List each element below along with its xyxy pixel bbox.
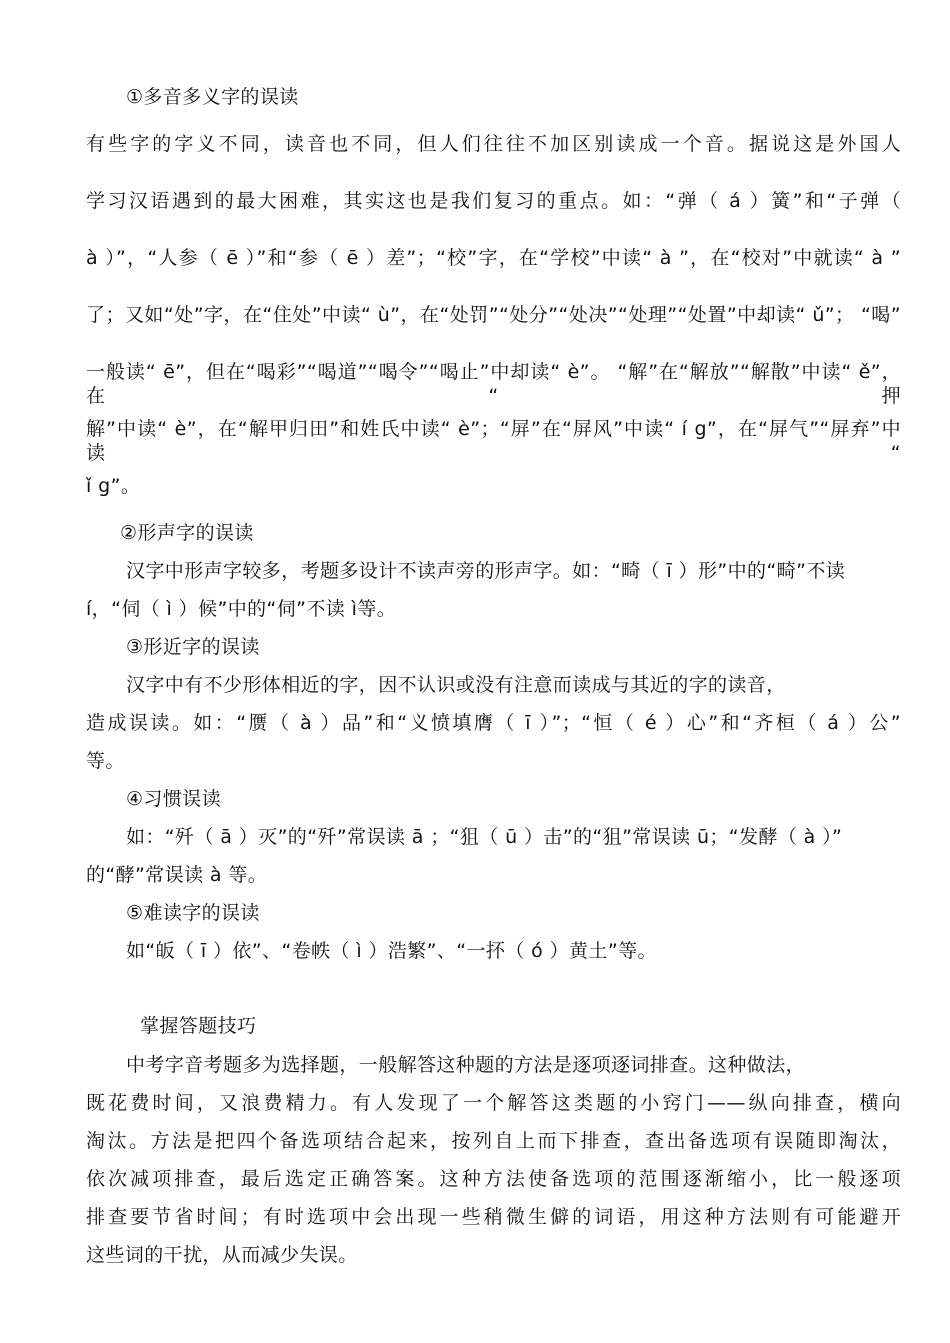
- paragraph-line: 一般读“ ē”，但在“喝彩”“喝道”“喝令”“喝止”中却读“ è”。 “解”在“解放”“解散”中读“ ě”，在“押: [86, 361, 901, 407]
- section-heading-polyphonic: ①多音多义字的误读: [126, 86, 299, 108]
- section-heading-similar-shape: ③形近字的误读: [126, 636, 260, 658]
- paragraph-line: ǐ g”。: [86, 475, 141, 497]
- paragraph-line: 汉字中形声字较多，考题多设计不读声旁的形声字。如：“畸（ ī ）形”中的“畸”不读: [126, 560, 846, 582]
- paragraph-line: í，“伺（ ì ）候”中的“伺”不读 ì等。: [86, 598, 397, 620]
- paragraph-line: 有些字的字义不同，读音也不同，但人们往往不加区别读成一个音。据说这是外国人: [86, 133, 901, 155]
- paragraph-line: 学习汉语遇到的最大困难，其实这也是我们复习的重点。如：“弹（ á ）簧”和“子弹（: [86, 190, 901, 212]
- paragraph-line: 如：“歼（ ā ）灭”的“歼”常误读 ā ；“狙（ ū ）击”的“狙”常误读 ū；“发酵（ à ）”: [126, 826, 843, 848]
- section-heading-difficult: ⑤难读字的误读: [126, 902, 260, 924]
- paragraph-line: 解”中读“ è”，在“解甲归田”和姓氏中读“ è”；“屏”在“屏风”中读“ í g”，在“屏气”“屏弃”中读“: [86, 418, 901, 464]
- paragraph-line: 等。: [86, 750, 125, 772]
- paragraph-line: 的“酵”常误读 à 等。: [86, 864, 268, 886]
- paragraph-line: 中考字音考题多为选择题，一般解答这种题的方法是逐项逐词排查。这种做法，: [126, 1054, 806, 1076]
- paragraph-line: 如“皈（ ī ）依”、“卷帙（ ì ）浩繁”、“一抔（ ó ）黄土”等。: [126, 940, 657, 962]
- section-heading-habitual: ④习惯误读: [126, 788, 222, 810]
- paragraph-line: 既花费时间，又浪费精力。有人发现了一个解答这类题的小窍门——纵向排查，横向: [86, 1092, 901, 1114]
- paragraph-line: 这些词的干扰，从而减少失误。: [86, 1244, 358, 1266]
- paragraph-line: 汉字中有不少形体相近的字，因不认识或没有注意而读成与其近的字的读音，: [126, 674, 786, 696]
- paragraph-line: 造成误读。如：“赝（ à ）品”和“义愤填膺（ ī ）”；“恒（ é ）心”和“齐桓（ á ）公”: [86, 712, 901, 734]
- paragraph-line: 了；又如“处”字，在“住处”中读“ ù”，在“处罚”“处分”“处决”“处理”“处置”中却读“ ǔ”； “喝”: [86, 304, 901, 326]
- section-heading-phono-semantic: ②形声字的误读: [120, 522, 254, 544]
- paragraph-line: à ）”，“人参（ ē ）”和“参（ ē ）差”；“校”字，在“学校”中读“ à ”，在“校对”中就读“ à ”: [86, 247, 901, 269]
- paragraph-line: 排查要节省时间；有时选项中会出现一些稍微生僻的词语，用这种方法则有可能避开: [86, 1206, 901, 1228]
- paragraph-line: 依次减项排查，最后选定正确答案。这种方法使备选项的范围逐渐缩小，比一般逐项: [86, 1168, 901, 1190]
- paragraph-line: 淘汰。方法是把四个备选项结合起来，按列自上而下排查，查出备选项有误随即淘汰，: [86, 1130, 901, 1152]
- section-heading-answer-tips: 掌握答题技巧: [140, 1015, 257, 1037]
